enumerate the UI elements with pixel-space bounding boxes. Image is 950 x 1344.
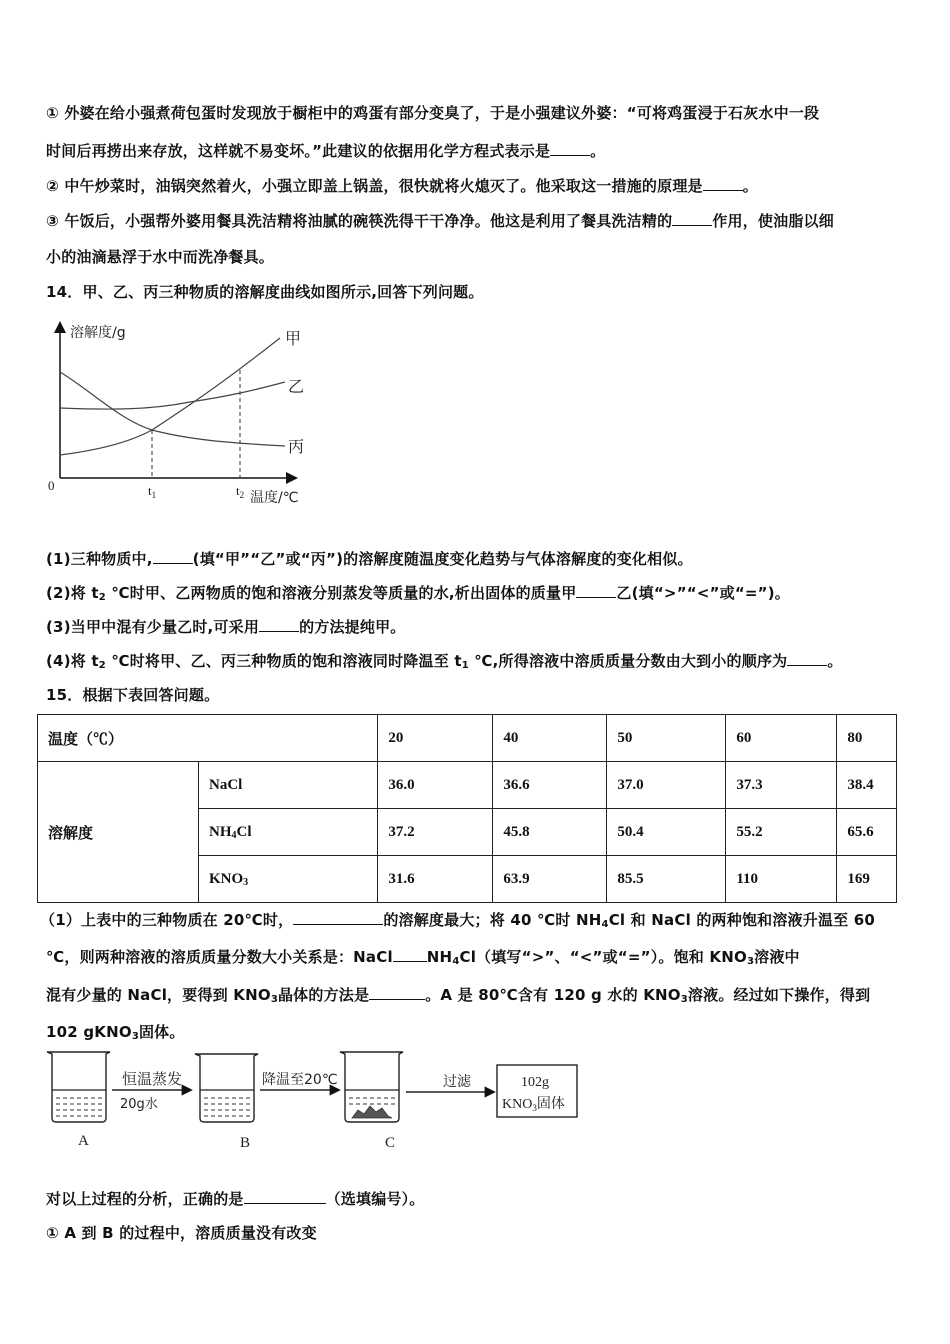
step3-label: 过滤 xyxy=(443,1074,471,1090)
header-temp: 20 xyxy=(378,715,493,762)
table-cell: 169 xyxy=(837,856,897,903)
text: (填“甲”“乙”或“丙”)的溶解度随温度变化趋势与气体溶解度的变化相似。 xyxy=(192,550,693,568)
table-cell: 31.6 xyxy=(378,856,493,903)
answer-blank[interactable] xyxy=(369,985,425,1000)
table-cell: 37.0 xyxy=(607,762,726,809)
table-cell: 37.2 xyxy=(378,809,493,856)
beaker-label-b: B xyxy=(240,1135,251,1151)
q15-p1 xyxy=(40,909,875,930)
subscript: 4 xyxy=(452,956,460,967)
table-cell: 110 xyxy=(726,856,837,903)
q15-option1: ① A 到 B 的过程中，溶质质量没有改变 xyxy=(46,1224,317,1242)
subscript: 3 xyxy=(243,876,249,888)
header-temp: 40 xyxy=(493,715,607,762)
answer-blank[interactable] xyxy=(672,211,712,226)
header-temperature-label: 温度（℃） xyxy=(38,715,378,762)
q14-sub1 xyxy=(46,548,693,569)
q15-title: 15．根据下表回答问题。 xyxy=(46,686,220,704)
q14-sub4 xyxy=(46,650,843,671)
subscript: 2 xyxy=(98,660,106,671)
text: ℃，则两种溶液的溶质质量分数大小关系是：NaCl xyxy=(46,948,393,966)
substance-name: NaCl xyxy=(199,762,378,809)
table-cell: 63.9 xyxy=(493,856,607,903)
table-cell: 55.2 xyxy=(726,809,837,856)
text: NH xyxy=(209,823,232,840)
table-cell: 65.6 xyxy=(837,809,897,856)
text: （1）上表中的三种物质在 20℃时， xyxy=(40,911,294,929)
text: ② 中午炒菜时，油锅突然着火，小强立即盖上锅盖，很快就将火熄灭了。他采取这一措施的原理是 xyxy=(46,177,703,195)
text: 的方法提纯甲。 xyxy=(299,618,406,636)
q15-p2 xyxy=(46,946,800,967)
subscript: 1 xyxy=(461,660,469,671)
text: （选填编号）。 xyxy=(325,1190,425,1208)
q13-item1-line1: ① 外婆在给小强煮荷包蛋时发现放于橱柜中的鸡蛋有部分变臭了，于是小强建议外婆：“可将鸡蛋浸于石灰水中一段 xyxy=(46,104,820,122)
group-label-solubility: 溶解度 xyxy=(38,762,199,903)
curve-jia xyxy=(60,338,280,455)
q14-sub3 xyxy=(46,616,405,637)
text: 乙(填“>”“<”或“=”)。 xyxy=(616,584,790,602)
answer-blank[interactable] xyxy=(259,617,299,632)
beaker-a xyxy=(47,1052,110,1122)
header-temp: 60 xyxy=(726,715,837,762)
step2-label: 降温至20℃ xyxy=(262,1072,338,1088)
step1-label: 恒温蒸发 xyxy=(122,1070,183,1088)
t1-label: $t_1$ xyxy=(148,483,157,500)
x-axis-label: 温度/℃ xyxy=(250,490,299,506)
q14-title: 14．甲、乙、丙三种物质的溶解度曲线如图所示,回答下列问题。 xyxy=(46,283,484,301)
legend-jia: 甲 xyxy=(285,329,302,348)
table-cell: 38.4 xyxy=(837,762,897,809)
text: ℃时将甲、乙、丙三种物质的饱和溶液同时降温至 t xyxy=(105,652,462,670)
text: NH xyxy=(426,948,453,966)
table-cell: 85.5 xyxy=(607,856,726,903)
result-substance: $KNO_3$固体 xyxy=(502,1096,565,1113)
table-cell: 50.4 xyxy=(607,809,726,856)
answer-blank[interactable] xyxy=(787,651,827,666)
beaker-label-a: A xyxy=(78,1133,89,1149)
result-mass: 102g xyxy=(521,1075,549,1090)
table-cell: 45.8 xyxy=(493,809,607,856)
table-cell: 36.6 xyxy=(493,762,607,809)
text: KNO xyxy=(209,870,244,887)
header-temp: 80 xyxy=(837,715,897,762)
process-flow-diagram xyxy=(40,1040,600,1160)
answer-blank[interactable] xyxy=(293,910,383,925)
solubility-curve-chart xyxy=(40,310,330,520)
q15-analysis xyxy=(46,1188,425,1209)
text: 时间后再捞出来存放，这样就不易变坏。”此建议的依据用化学方程式表示是 xyxy=(46,142,551,160)
answer-blank[interactable] xyxy=(244,1189,326,1204)
text: (4)将 t xyxy=(46,652,99,670)
subscript: 3 xyxy=(746,956,755,967)
subscript: 3 xyxy=(131,1031,139,1042)
table-cell: 37.3 xyxy=(726,762,837,809)
q13-item3-line1 xyxy=(46,210,834,231)
subscript: 4 xyxy=(601,919,609,930)
q15-p4 xyxy=(46,1021,185,1042)
text: (3)当甲中混有少量乙时,可采用 xyxy=(46,618,260,636)
legend-yi: 乙 xyxy=(288,377,305,396)
text: 102 gKNO xyxy=(46,1023,132,1041)
beaker-label-c: C xyxy=(385,1135,396,1151)
beaker-c xyxy=(340,1052,403,1122)
text: 。 xyxy=(827,652,843,670)
q13-item3-line2: 小的油滴悬浮于水中而洗净餐具。 xyxy=(46,248,275,266)
crystal-precipitate xyxy=(352,1106,392,1118)
answer-blank[interactable] xyxy=(576,583,616,598)
beaker-b xyxy=(195,1054,258,1122)
q14-sub2 xyxy=(46,582,790,603)
answer-blank[interactable] xyxy=(703,176,743,191)
origin-label: 0 xyxy=(48,478,55,493)
text: 溶液中 xyxy=(754,948,800,966)
text: 晶体的方法是 xyxy=(277,986,370,1004)
step1-sublabel: 20g水 xyxy=(120,1097,158,1112)
substance-name xyxy=(199,809,378,856)
subscript: 3 xyxy=(270,994,278,1005)
text: ℃,所得溶液中溶质质量分数由大到小的顺序为 xyxy=(468,652,788,670)
text: 。A 是 80℃含有 120 g 水的 KNO xyxy=(425,986,681,1004)
text: ③ 午饭后，小强帮外婆用餐具洗洁精将油腻的碗筷洗得干干净净。他这是利用了餐具洗洁精的 xyxy=(46,212,673,230)
t2-label: $t_2$ xyxy=(236,483,245,500)
answer-blank[interactable] xyxy=(393,947,427,962)
text: 溶液。经过如下操作，得到 xyxy=(687,986,871,1004)
text: 对以上过程的分析，正确的是 xyxy=(46,1190,244,1208)
text: 。 xyxy=(590,142,606,160)
legend-bing: 丙 xyxy=(288,437,305,456)
subscript: 2 xyxy=(98,592,106,603)
header-temp: 50 xyxy=(607,715,726,762)
text: Cl（填写“>”、“<”或“=”）。饱和 KNO xyxy=(459,948,747,966)
answer-blank[interactable] xyxy=(550,141,590,156)
text: 的溶解度最大；将 40 ℃时 NH xyxy=(383,911,602,929)
subscript: 4 xyxy=(231,829,237,841)
text: 。 xyxy=(742,177,758,195)
text: (1)三种物质中, xyxy=(46,550,153,568)
q13-item2 xyxy=(46,175,758,196)
table-cell: 36.0 xyxy=(378,762,493,809)
y-axis-label: 溶解度/g xyxy=(70,325,126,341)
text: ℃时甲、乙两物质的饱和溶液分别蒸发等质量的水,析出固体的质量甲 xyxy=(105,584,577,602)
text: Cl 和 NaCl 的两种饱和溶液升温至 60 xyxy=(608,911,876,929)
q15-p3 xyxy=(46,984,870,1005)
table-row xyxy=(38,762,897,809)
q13-item1-line2 xyxy=(46,140,605,161)
subscript: 3 xyxy=(680,994,688,1005)
text: 固体。 xyxy=(138,1023,185,1041)
solubility-table xyxy=(37,714,897,903)
text: 混有少量的 NaCl，要得到 KNO xyxy=(46,986,271,1004)
table-header-row xyxy=(38,715,897,762)
substance-name xyxy=(199,856,378,903)
answer-blank[interactable] xyxy=(153,549,193,564)
text: Cl xyxy=(236,823,252,840)
text: 作用，使油脂以细 xyxy=(712,212,834,230)
text: (2)将 t xyxy=(46,584,99,602)
